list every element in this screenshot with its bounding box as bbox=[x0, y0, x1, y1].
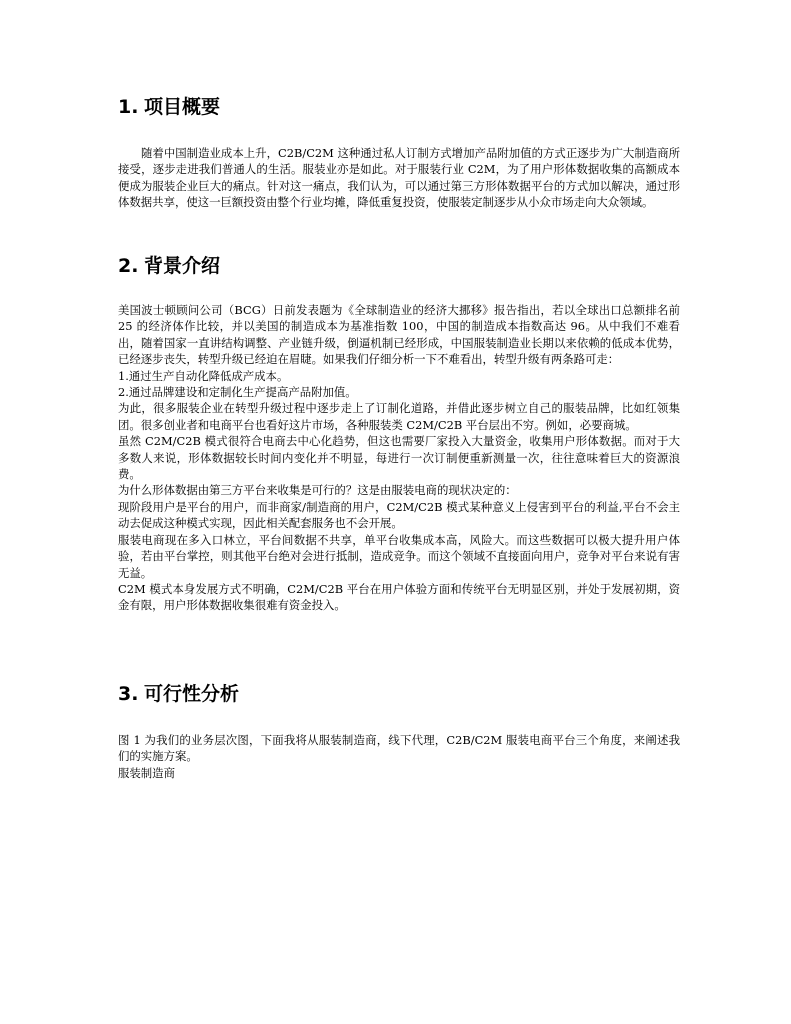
section-title: 可行性分析 bbox=[144, 683, 240, 705]
list-item: 2.通过品牌建设和定制化生产提高产品附加值。 bbox=[118, 385, 357, 400]
section-number: 3. bbox=[118, 683, 139, 705]
section-heading-overview bbox=[118, 95, 220, 119]
background-paragraph: 虽然 C2M/C2B 模式很符合电商去中心化趋势，但这也需要厂家投入大量资金，收集用户形体数据。而对于大多数人来说，形体数据较长时间内变化并不明显，每进行一次订制便重新测量一次，往往意味着巨大的资源浪费。 bbox=[118, 434, 680, 482]
overview-paragraph: 随着中国制造业成本上升，C2B/C2M 这种通过私人订制方式增加产品附加值的方式正逐步为广大制造商所接受，逐步走进我们普通人的生活。服装业亦是如此。对于服装行业 C2M，为了用户形体数据收集的高额成本便成为服装企业巨大的痛点。针对这一痛点，我们认为，可以通过第三方形体数据平台的方式加以解决，通过形体数据共享，使这一巨额投资由整个行业均摊，降低重复投资，使服装定制逐步从小众市场走向大众领域。 bbox=[118, 146, 680, 210]
background-paragraph: 为什么形体数据由第三方平台来收集是可行的？这是由服装电商的现状决定的： bbox=[118, 483, 517, 498]
section-heading-feasibility bbox=[118, 682, 239, 706]
section-heading-background bbox=[118, 254, 220, 278]
list-item: 1.通过生产自动化降低成产成本。 bbox=[118, 368, 289, 383]
background-intro-paragraph: 美国波士顿顾问公司（BCG）日前发表题为《全球制造业的经济大挪移》报告指出，若以全球出口总额排名前 25 的经济体作比较，并以美国的制造成本为基准指数 100，中国的制造成本指数高达 96。从中我们不难看出，随着国家一直讲结构调整、产业链升级，倒逼机制已经形成，中国服装制造业长期以来依赖的低成本优势，已经逐步丧失，转型升级已经迫在眉睫。如果我们仔细分析一下不难看出，转型升级有两条路可走： bbox=[118, 303, 680, 367]
section-number: 1. bbox=[118, 96, 139, 118]
section-title: 项目概要 bbox=[144, 96, 221, 118]
background-text-block bbox=[118, 302, 680, 614]
background-paragraph: C2M 模式本身发展方式不明确，C2M/C2B 平台在用户体验方面和传统平台无明显区别，并处于发展初期，资金有限，用户形体数据收集很难有资金投入。 bbox=[118, 581, 680, 613]
section-title: 背景介绍 bbox=[144, 255, 221, 277]
section-number: 2. bbox=[118, 255, 139, 277]
feasibility-text-block bbox=[118, 732, 680, 781]
subheading-line: 服装制造商 bbox=[118, 765, 175, 780]
background-paragraph: 现阶段用户是平台的用户，而非商家/制造商的用户，C2M/C2B 模式某种意义上侵害到平台的利益,平台不会主动去促成这种模式实现，因此相关配套服务也不会开展。 bbox=[118, 499, 680, 531]
background-paragraph: 为此，很多服装企业在转型升级过程中逐步走上了订制化道路，并借此逐步树立自己的服装品牌，比如红领集团。很多创业者和电商平台也看好这片市场，各种服装类 C2M/C2B 平台层出不穷。例如，必要商城。 bbox=[118, 401, 680, 432]
feasibility-paragraph: 图 1 为我们的业务层次图，下面我将从服装制造商，线下代理，C2B/C2M 服装电商平台三个角度，来阐述我们的实施方案。 bbox=[118, 733, 680, 764]
background-paragraph: 服装电商现在多入口林立，平台间数据不共享，单平台收集成本高，风险大。而这些数据可以极大提升用户体验，若由平台掌控，则其他平台绝对会进行抵制，造成竞争。而这个领域不直接面向用户，竞争对平台来说有害无益。 bbox=[118, 532, 680, 580]
